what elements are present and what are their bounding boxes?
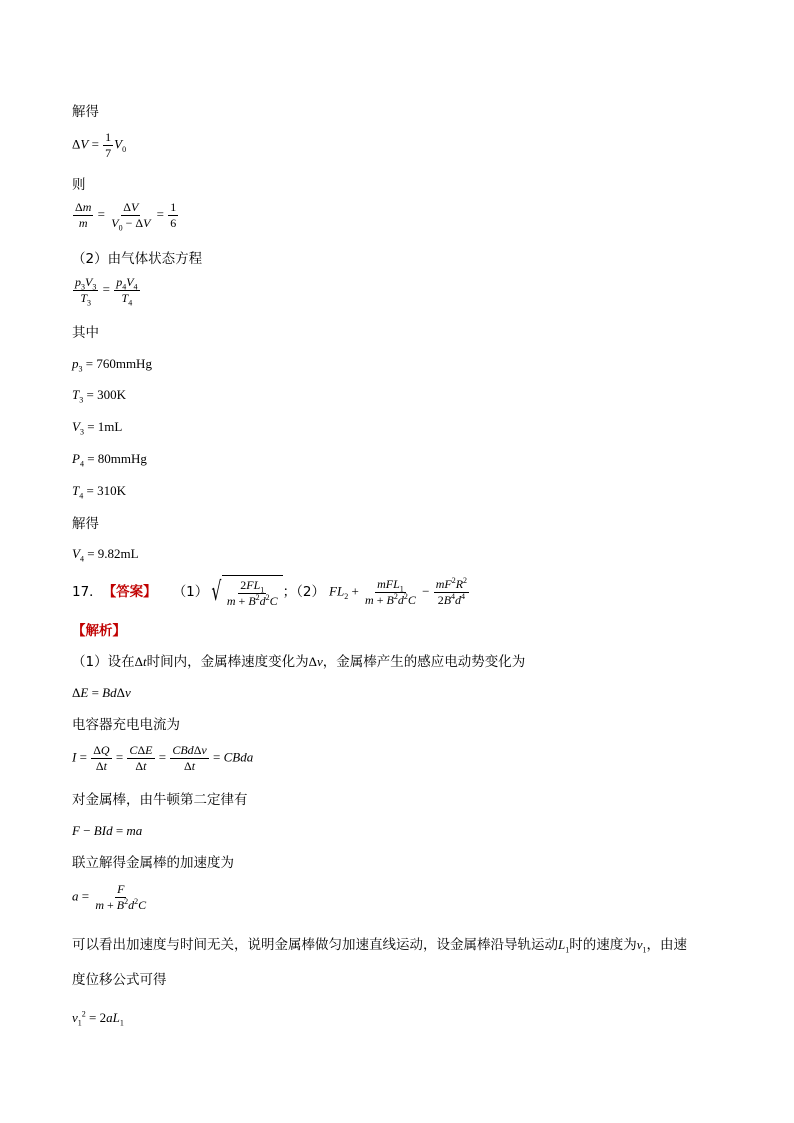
eq-t4: $T_4 = 310K$: [72, 483, 126, 501]
line-part2: （2）由气体状态方程: [72, 251, 203, 267]
analysis-line-1: （1）设在Δt时间内，金属棒速度变化为Δv，金属棒产生的感应电动势变化为: [72, 654, 526, 670]
line-accel: 联立解得金属棒的加速度为: [72, 855, 234, 871]
eq-accel: a = $\frac{F}{m + B^2d^2C}$: [72, 882, 147, 912]
eq-gas-law: $\frac{p_3V_3}{T_3}$ = $\frac{p_4V_4}{T_4}$: [75, 275, 138, 308]
eq-p3: $p_3$ = 760mmHg: [72, 356, 152, 374]
q17-answer-line: 17． 【答案】 （1） √ $\frac{2FL_1}{m + B^2d^2C}$ ；（2） $FL_2$ + $\frac{mFL_1}{m + B^2d^2C}$ − $\frac{mF^2R^2}{2B^4d^4}$: [72, 575, 470, 609]
eq-current: I = $\frac{\Delta Q}{\Delta t}$ = $\frac{\text{CΔE}}{\Delta t}$ = $\frac{\text{CBdΔv}}{\Delta t}$ = CBda: [72, 743, 254, 773]
eq-newton: F − BId = ma: [72, 823, 143, 838]
eq-mass-ratio: $\frac{\Delta m}{m}$ = $\frac{\Delta V}{V_0 - \Delta V}$ = $\frac{1}{6}$: [75, 200, 177, 233]
line-conclusion-2: 度位移公式可得: [72, 972, 167, 988]
answer-1-sqrt: √ $\frac{2FL_1}{m + B^2d^2C}$: [208, 575, 282, 609]
analysis-tag: 【解析】: [72, 623, 126, 639]
eq-delta-v: ΔV = $\frac{1}{7}$ $V_0$: [72, 130, 127, 160]
line-cap-current: 电容器充电电流为: [72, 717, 180, 733]
eq-p4: $P_4$ = 80mmHg: [72, 451, 147, 469]
answer-2-expr: $FL_2$ + $\frac{mFL_1}{m + B^2d^2C}$ − $\frac{mF^2R^2}{2B^4d^4}$: [329, 575, 468, 607]
eq-v4: $V_4 = 9.82mL$: [72, 546, 139, 564]
eq-t3: $T_3 = 300K$: [72, 387, 126, 405]
q17-number: 17．: [72, 584, 103, 600]
eq-v3: $V_3 = 1mL$: [72, 419, 123, 437]
line-newton: 对金属棒，由牛顿第二定律有: [72, 792, 248, 808]
eq-delta-e: ΔE = BdΔv: [72, 685, 131, 700]
line-ze: 则: [72, 177, 86, 193]
line-jiede-1: 解得: [72, 104, 99, 120]
answer-tag: 【答案】: [102, 584, 157, 600]
line-qizhong: 其中: [72, 325, 99, 341]
line-jiede-2: 解得: [72, 516, 99, 532]
line-conclusion: 可以看出加速度与时间无关，说明金属棒做匀加速直线运动，设金属棒沿导轨运动$L_1$时的速度为$v_1$，由速: [72, 937, 688, 955]
eq-velocity: $v_1^2 = 2aL_1$: [72, 1009, 124, 1028]
